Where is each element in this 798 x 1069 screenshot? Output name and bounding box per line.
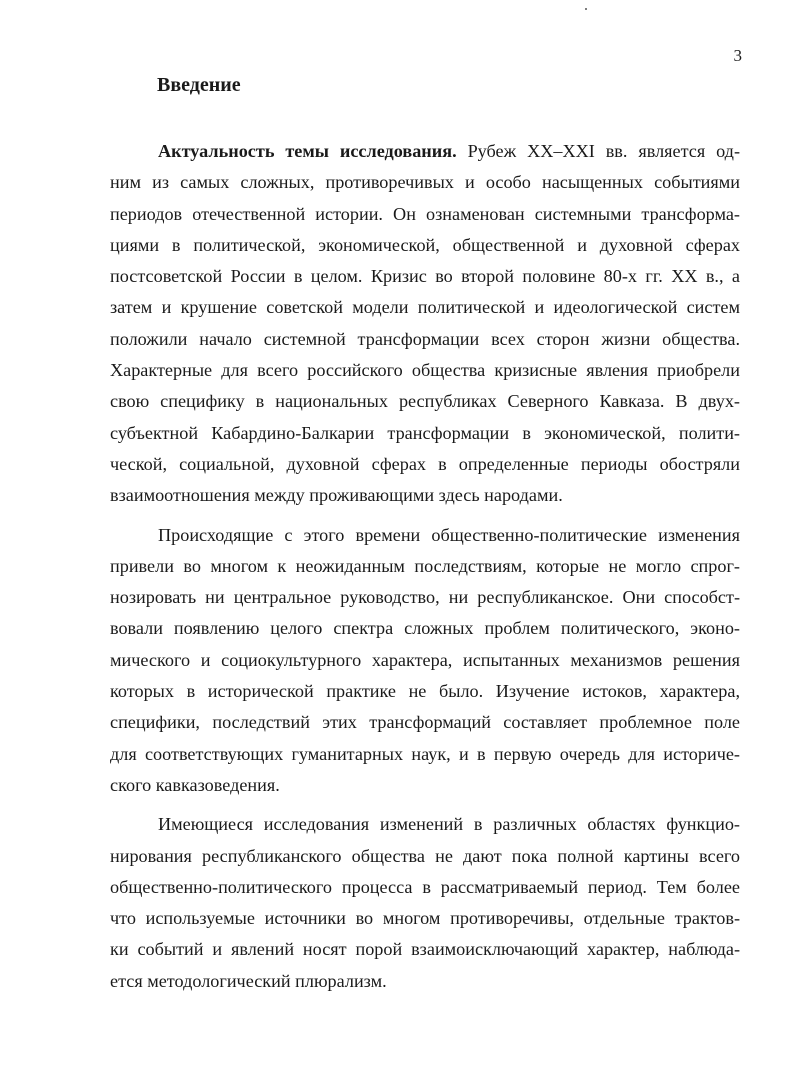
paragraph-line — [110, 355, 740, 386]
line-text: что используемые источники во многом противоречивы, отдельные трактов- — [110, 908, 740, 929]
line-text: периодов отечественной истории. Он ознаменован системными трансформа- — [110, 203, 740, 224]
line-text: привели во многом к неожиданным последствиям, которые не могло спрог- — [110, 555, 740, 576]
scan-artifact-dot — [585, 8, 587, 10]
paragraph-line — [110, 770, 740, 801]
paragraph-line — [110, 136, 740, 167]
section-heading: Введение — [157, 74, 241, 96]
line-text: свою специфику в национальных республиках Северного Кавказа. В двух- — [110, 391, 740, 412]
line-text: затем и крушение советской модели политической и идеологической систем — [110, 297, 740, 318]
paragraph-line — [110, 167, 740, 198]
line-text: Имеющиеся исследования изменений в различных областях функцио- — [158, 814, 740, 835]
paragraph-line — [110, 324, 740, 355]
line-text: нозировать ни центральное руководство, ни республиканское. Они способст- — [110, 587, 740, 608]
paragraph-line — [110, 676, 740, 707]
line-text: циями в политической, экономической, общественной и духовной сферах — [110, 234, 740, 255]
paragraph-line — [110, 707, 740, 738]
line-text: мического и социокультурного характера, испытанных механизмов решения — [110, 649, 740, 670]
line-text: ского кавказоведения. — [110, 774, 280, 795]
paragraph — [110, 136, 740, 512]
line-text: ки событий и явлений носят порой взаимоисключающий характер, наблюда- — [110, 939, 740, 960]
paragraph-line — [110, 551, 740, 582]
paragraph-line — [110, 449, 740, 480]
paragraph-line — [110, 386, 740, 417]
paragraph-line — [110, 903, 740, 934]
page-number: 3 — [733, 46, 742, 65]
paragraph-line — [110, 872, 740, 903]
paragraph — [110, 520, 740, 802]
line-text: которых в исторической практике не было. Изучение истоков, характера, — [110, 681, 740, 702]
line-text: вовали появлению целого спектра сложных проблем политического, эконо- — [110, 618, 740, 639]
paragraph-line — [110, 934, 740, 965]
line-text: положили начало системной трансформации всех сторон жизни общества. — [110, 328, 740, 349]
line-text: ется методологический плюрализм. — [110, 970, 387, 991]
line-text: ним из самых сложных, противоречивых и особо насыщенных событиями — [110, 172, 740, 193]
paragraph-line — [110, 520, 740, 551]
line-text: Рубеж XX–XXI вв. является од- — [456, 141, 740, 161]
body-text — [110, 136, 740, 997]
line-text: постсоветской России в целом. Кризис во второй половине 80-х гг. XX в., а — [110, 266, 740, 287]
line-text: Происходящие с этого времени общественно-политические изменения — [158, 524, 740, 545]
line-text: специфики, последствий этих трансформаций составляет проблемное поле — [110, 712, 740, 733]
paragraph-line — [110, 418, 740, 449]
paragraph-line — [110, 199, 740, 230]
line-text: общественно-политического процесса в рассматриваемый период. Тем более — [110, 876, 740, 897]
line-text: для соответствующих гуманитарных наук, и в первую очередь для историче- — [110, 743, 740, 764]
paragraph-line — [110, 582, 740, 613]
paragraph-line — [110, 645, 740, 676]
paragraph-line — [110, 739, 740, 770]
paragraph — [110, 809, 740, 997]
paragraph-line — [110, 809, 740, 840]
line-text: нирования республиканского общества не дают пока полной картины всего — [110, 845, 740, 866]
line-text: ческой, социальной, духовной сферах в определенные периоды обостряли — [110, 453, 740, 474]
paragraph-line — [110, 966, 740, 997]
paragraph-line — [110, 480, 740, 511]
line-text: субъектной Кабардино-Балкарии трансформации в экономической, полити- — [110, 422, 740, 443]
paragraph-line — [110, 230, 740, 261]
line-text: взаимоотношения между проживающими здесь народами. — [110, 485, 563, 506]
paragraph-line — [110, 613, 740, 644]
paragraph-line — [110, 841, 740, 872]
paragraph-line — [110, 261, 740, 292]
line-text: Характерные для всего российского общества кризисные явления приобрели — [110, 360, 740, 381]
lead-bold-text: Актуальность темы исследования. — [158, 141, 457, 161]
paragraph-line — [110, 292, 740, 323]
